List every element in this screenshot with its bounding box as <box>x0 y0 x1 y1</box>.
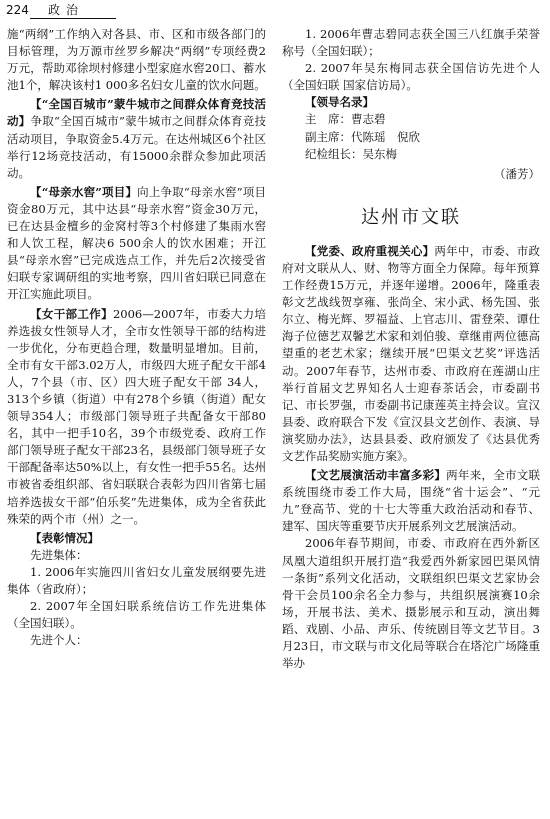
header-rule <box>30 18 116 19</box>
article-title: 达州市文联 <box>361 206 461 228</box>
running-header <box>6 2 116 20</box>
list-item: 1. 2006年曹志碧同志获全国三八红旗手荣誉称号（全国妇联）； <box>282 27 540 59</box>
paragraph-text: 两年中，市委、市政府对文联从人、财、物等方面全力保障。每年预算工作经费15万元，并逐年递增。2006年，隆重表彰文艺战线贺享雍、张尚全、宋小武、杨先国、张尔立、梅光辉、罗福益、上官志川、雷登荣、谭仕海子位德艺双馨艺术家和刘伯骏、章继甫两位德高望重的老艺术家；继续开展“巴渠文艺奖”评选活动。2007年春节，达州市委、市政府在莲湖山庄举行首届文艺界知名人士迎春茶话会，市委副书记、市长罗强，市委副书记康莲英主持会议。宣汉县委、政府联合下发《宣汉县文艺创作、表演、导演奖励办法》，达县县委、政府颁发了《达县优秀文艺作品奖励实施方案》。 <box>282 243 541 463</box>
paragraph <box>282 467 540 535</box>
section-heading: 【文艺展演活动丰富多彩】 <box>305 468 447 483</box>
list-item: 2. 2007年全国妇联系统信访工作先进集体（全国妇联）。 <box>7 599 266 631</box>
list-item: 2. 2007年吴东梅同志获全国信访先进个人（全国妇联 国家信访局）。 <box>282 61 540 93</box>
paragraph <box>7 184 266 304</box>
paragraph-text: 两年来，全市文联系统围绕市委工作大局，围绕“省十运会”、“元九”登高节、党的十七大等重大政治活动和春节、建军、国庆等重要节庆开展系列文艺展演活动。 <box>282 468 541 534</box>
paragraph: 先进集体： <box>30 547 88 562</box>
page-number: 224 <box>6 3 29 17</box>
section-heading: 【女干部工作】 <box>30 306 113 321</box>
paragraph-text: 向上争取“母亲水窖”项目资金80万元，其中达县“母亲水窖”资金30万元，已在达县金檀乡的金窝村等3个村修建了集雨水窖和人饮工程，解决6 500余人的饮水困难；开江县“母亲水窖”已完成选点工作，并先后2次接受省妇联专家调研组的实地考察，四川省妇联已同意在开江实施此项目。 <box>7 184 266 302</box>
section-heading: 【表彰情况】 <box>30 530 99 545</box>
paragraph-text: 2006—2007年，市委大力培养选拔女性领导人才，全市女性领导干部的结构进一步优化，分布更趋合理，数量明显增加。目前，全市有女干部3.02万人，市级四大班子配女干部4人，7个县（市、区）四大班子配女干部 34人，313个乡镇（街道）中有278个乡镇（街道）配女领导354人；市级部门领导班子共配备女干部80名，其中一把手10名，39个市级党委、政府工作部门领导班子配女干部23名，县级部门领导班子女干部配备率达50%以上，有女性一把手55名。达州市被省委组织部、省妇联联合表彰为四川省第七届培养选拔女干部“伯乐奖”先进集体，成为全省获此殊荣的两个市（州）之一。 <box>7 306 266 526</box>
leader-entry: 主 席：曹志碧 <box>305 112 386 127</box>
left-column <box>7 26 266 649</box>
section-heading: 【党委、政府重视关心】 <box>305 243 435 258</box>
paragraph <box>7 96 266 181</box>
section-heading: 【“母亲水窖”项目】 <box>30 184 138 199</box>
paragraph: 2006年春节期间，市委、市政府在西外新区凤凰大道组织开展打造“我爱西外新家园巴渠风情一条街”系列文化活动，文联组织巴渠文艺家协会骨干会员100余名全力参与，共组织展演赛10余场，开展书法、美术、摄影展示和互动，演出舞蹈、戏剧、小品、声乐、传统剧目等文艺节目。3月23日，市文联与市文化局等联合在塔沱广场隆重举办 <box>282 536 540 671</box>
author-signature: （潘芳） <box>494 166 540 181</box>
leader-entry: 副主席：代陈瑶 倪欣 <box>305 129 420 144</box>
section-heading: 【领导名录】 <box>305 95 374 110</box>
paragraph: 先进个人： <box>30 633 88 648</box>
section-heading: 【“全国百城市”蒙牛城市之间群众体育竞技活动】 <box>7 97 266 129</box>
list-item: 1. 2006年实施四川省妇女儿童发展纲要先进集体（省政府）； <box>7 564 266 596</box>
leader-entry: 纪检组长：吴东梅 <box>305 146 397 161</box>
section-title: 政治 <box>48 3 85 17</box>
paragraph <box>282 243 540 465</box>
paragraph-text: 争取“全国百城市”蒙牛城市之间群众体育竞技活动项目，争取资金5.4万元。在达州城区6个社区举行12场竞技活动，有15000余群众参加此项活动。 <box>7 114 267 180</box>
paragraph: 施“两纲”工作纳入对各县、市、区和市级各部门的目标管理，为万源市丝罗乡解决“两纲”专项经费2万元，帮助邓徐坝村修建小型家庭水窖20口、蓄水池1个，解决该村1 000多名妇女儿童的饮水问题。 <box>7 27 266 93</box>
right-column <box>282 26 540 672</box>
paragraph <box>7 306 266 528</box>
